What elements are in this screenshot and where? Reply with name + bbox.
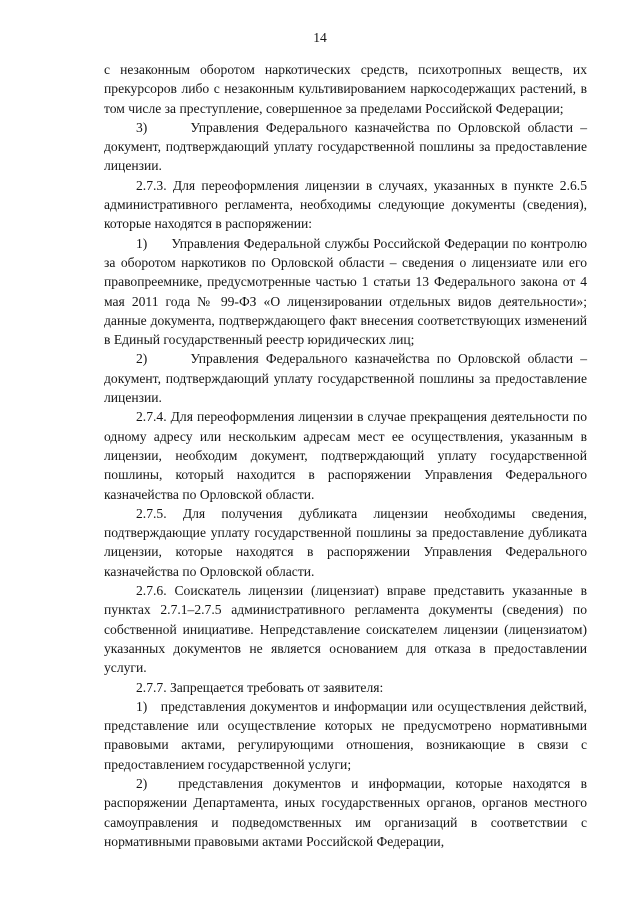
list-item-1-drug-control: 1) Управления Федеральной службы Российской Федерации по контролю за оборотом наркотиков по Орловской области – сведения о лицензиате или его правопреемнике, предусмотренные частью 1 статьи 13 Федерального закона от 4 мая 2011 года № 99-ФЗ «О лицензировании отдельных видов деятельности»; данные документа, подтверждающего факт внесения соответствующих изменений в Единый государственный реестр юридических лиц; [104, 235, 587, 348]
paragraph-continuation: с незаконным оборотом наркотических средств, психотропных веществ, их прекурсоров либо с незаконным культивированием наркосодержащих растений, в том числе за преступление, совершенное за пределами Российской Федерации; [104, 62, 587, 116]
paragraph-2-7-5: 2.7.5. Для получения дубликата лицензии необходимы сведения, подтверждающие уплату государственной пошлины за предоставление дубликата лицензии, которые находятся в распоряжении Управления Федерального казначейства по Орловской области. [104, 505, 587, 579]
paragraph-2-7-7: 2.7.7. Запрещается требовать от заявителя: [136, 679, 384, 695]
document-body [104, 60, 587, 851]
page-number: 14 [313, 30, 327, 45]
list-item-3-treasury: 3) Управления Федерального казначейства по Орловской области – документ, подтверждающий уплату государственной пошлины за предоставление лицензии. [104, 119, 587, 174]
paragraph-2-7-4: 2.7.4. Для переоформления лицензии в случае прекращения деятельности по одному адресу или нескольким адресам мест ее осуществления, указанным в лицензии, необходим документ, подтверждающий уплату государственной пошлины, который находится в распоряжении Управления Федерального казначейства по Орловской области. [104, 409, 587, 502]
paragraph-2-7-3: 2.7.3. Для переоформления лицензии в случаях, указанных в пункте 2.6.5 административного регламента, необходимы следующие документы (сведения), которые находятся в распоряжении: [104, 177, 587, 232]
list-item-2-prohibited: 2) представления документов и информации, которые находятся в распоряжении Департамента, иных государственных органов, органов местного самоуправления и подведомственных им организаций в соответствии с нормативными правовыми актами Российской Федерации, [104, 775, 587, 849]
list-item-2-treasury: 2) Управления Федерального казначейства по Орловской области – документ, подтверждающий уплату государственной пошлины за предоставление лицензии. [104, 351, 587, 406]
paragraph-2-7-6: 2.7.6. Соискатель лицензии (лицензиат) вправе представить указанные в пунктах 2.7.1–2.7.5 административного регламента документы (сведения) по собственной инициативе. Непредставление соискателем лицензии (лицензиатом) указанных документов не является основанием для отказа в предоставлении услуги. [104, 583, 587, 676]
list-item-1-prohibited: 1) представления документов и информации или осуществления действий, представление или осуществление которых не предусмотрено нормативными правовыми актами, регулирующими отношения, возникающие в связи с предоставлением государственной услуги; [104, 698, 587, 772]
